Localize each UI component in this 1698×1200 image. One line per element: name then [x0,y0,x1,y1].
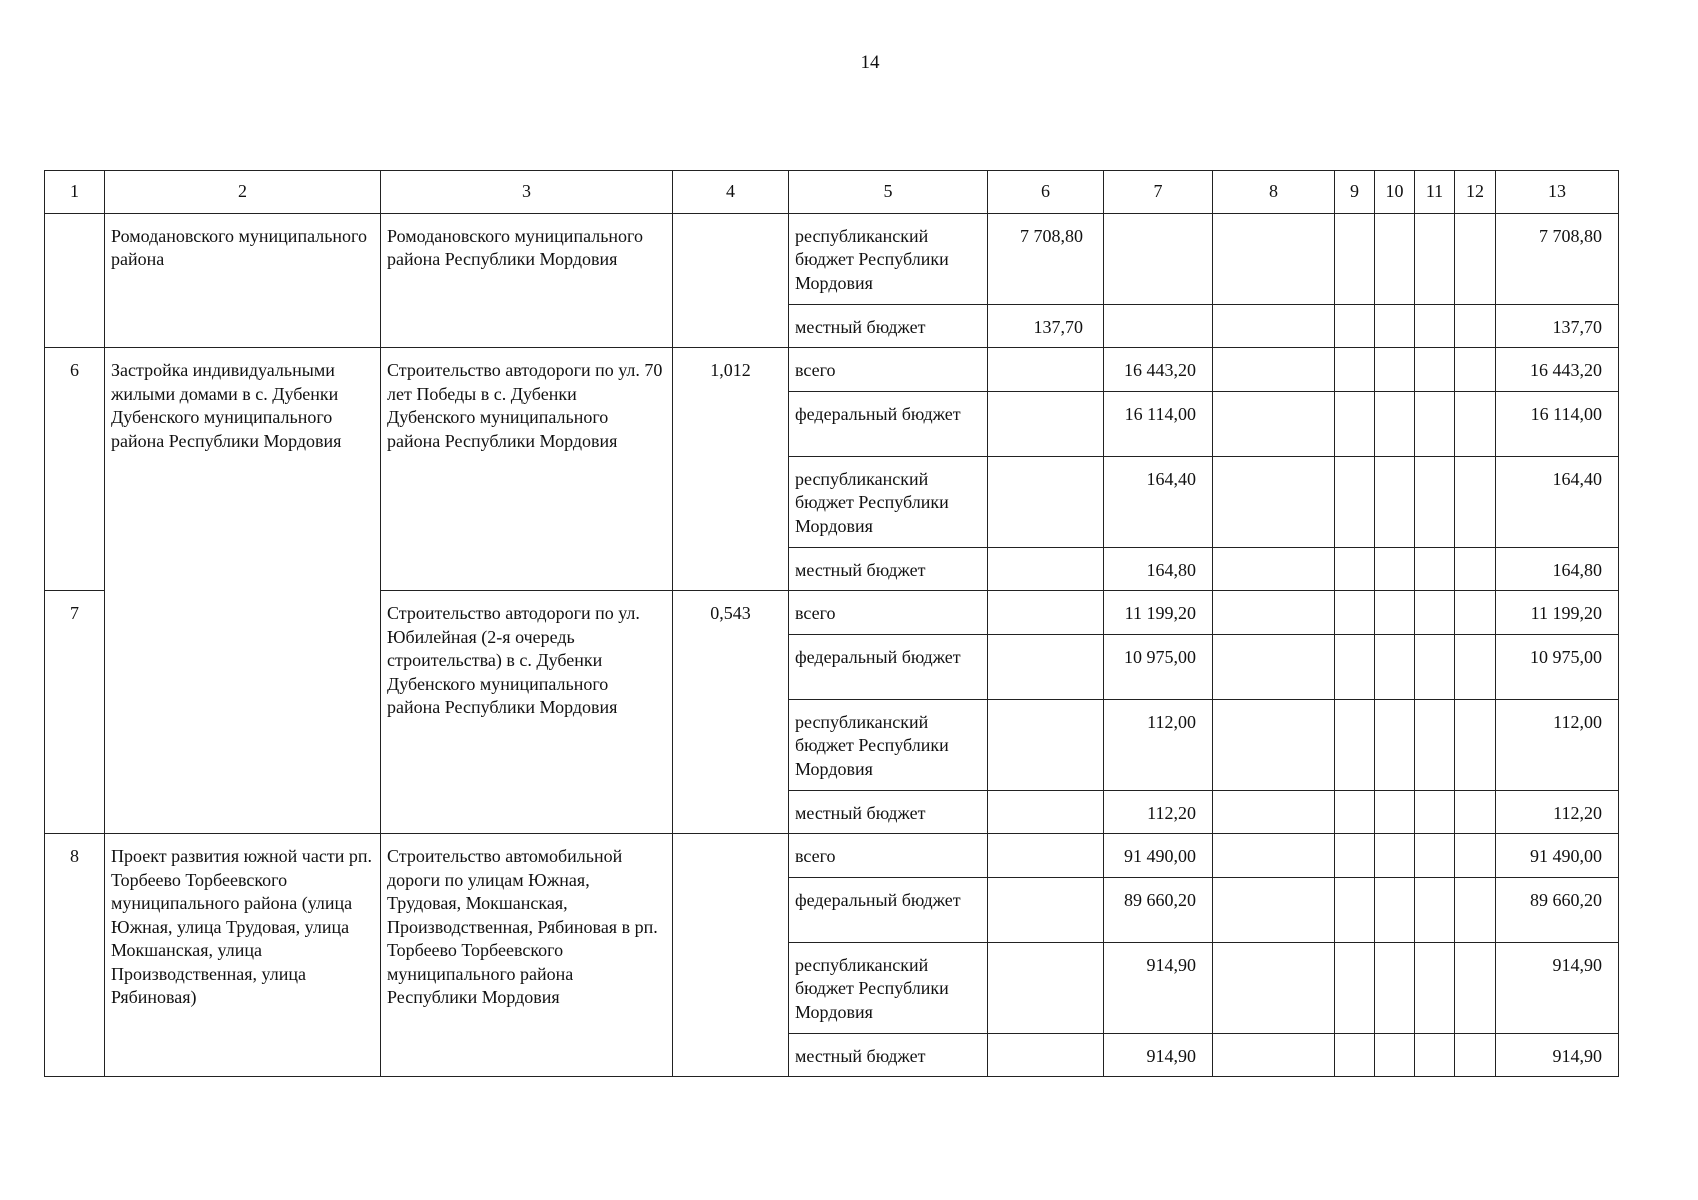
empty-col9-cell [1335,1033,1375,1077]
empty-col9-cell [1335,699,1375,790]
empty-col8-cell [1213,304,1335,348]
empty-col10-cell [1375,304,1415,348]
empty-col9-cell [1335,942,1375,1033]
empty-col12-cell [1455,1033,1496,1077]
amount-col6-cell [988,877,1104,942]
total-col13-cell: 16 114,00 [1496,391,1619,456]
empty-col8-cell [1213,790,1335,834]
amount-col6-cell [988,348,1104,392]
row-number-cell: 6 [45,348,105,591]
empty-col10-cell [1375,790,1415,834]
empty-col11-cell [1415,834,1455,878]
amount-col7-cell: 89 660,20 [1104,877,1213,942]
table-row [45,213,1619,304]
amount-col7-cell: 164,40 [1104,456,1213,547]
empty-col10-cell [1375,834,1415,878]
column-number: 13 [1496,171,1619,214]
empty-col9-cell [1335,634,1375,699]
empty-col11-cell [1415,699,1455,790]
empty-col8-cell [1213,834,1335,878]
amount-col6-cell [988,699,1104,790]
length-cell [673,834,789,1077]
amount-col6-cell [988,942,1104,1033]
empty-col10-cell [1375,348,1415,392]
column-number: 11 [1415,171,1455,214]
amount-col7-cell [1104,304,1213,348]
empty-col12-cell [1455,348,1496,392]
empty-col11-cell [1415,790,1455,834]
empty-col12-cell [1455,547,1496,591]
funding-source-cell: местный бюджет [789,304,988,348]
amount-col7-cell: 16 114,00 [1104,391,1213,456]
amount-col7-cell: 164,80 [1104,547,1213,591]
object-cell: Строительство автодороги по ул. Юбилейная (2-я очередь строительства) в с. Дубенки Дубенского муниципального района Республики Мордовия [381,591,673,834]
empty-col12-cell [1455,213,1496,304]
empty-col12-cell [1455,456,1496,547]
empty-col12-cell [1455,391,1496,456]
amount-col7-cell: 10 975,00 [1104,634,1213,699]
empty-col12-cell [1455,634,1496,699]
empty-col9-cell [1335,591,1375,635]
table-row [45,834,1619,878]
total-col13-cell: 914,90 [1496,1033,1619,1077]
empty-col10-cell [1375,591,1415,635]
empty-col9-cell [1335,391,1375,456]
column-number: 6 [988,171,1104,214]
amount-col6-cell [988,1033,1104,1077]
empty-col8-cell [1213,547,1335,591]
column-number: 7 [1104,171,1213,214]
funding-source-cell: местный бюджет [789,547,988,591]
table-row [45,348,1619,392]
empty-col11-cell [1415,634,1455,699]
empty-col11-cell [1415,547,1455,591]
object-cell: Строительство автодороги по ул. 70 лет Победы в с. Дубенки Дубенского муниципального района Республики Мордовия [381,348,673,591]
total-col13-cell: 7 708,80 [1496,213,1619,304]
total-col13-cell: 10 975,00 [1496,634,1619,699]
amount-col6-cell [988,456,1104,547]
empty-col9-cell [1335,304,1375,348]
project-name-cell: Проект развития южной части рп. Торбеево Торбеевского муниципального района (улица Южная, улица Трудовая, улица Мокшанская, улица Производственная, улица Рябиновая) [105,834,381,1077]
empty-col8-cell [1213,877,1335,942]
funding-source-cell: республиканский бюджет Республики Мордовия [789,213,988,304]
empty-col8-cell [1213,699,1335,790]
column-number: 1 [45,171,105,214]
column-numbers-row [45,171,1619,214]
row-number-cell: 7 [45,591,105,834]
funding-source-cell: республиканский бюджет Республики Мордовия [789,942,988,1033]
column-number: 8 [1213,171,1335,214]
column-number: 10 [1375,171,1415,214]
amount-col7-cell: 112,00 [1104,699,1213,790]
empty-col8-cell [1213,591,1335,635]
amount-col6-cell: 7 708,80 [988,213,1104,304]
empty-col11-cell [1415,877,1455,942]
empty-col10-cell [1375,942,1415,1033]
page-number: 14 [860,52,880,73]
empty-col8-cell [1213,348,1335,392]
empty-col10-cell [1375,1033,1415,1077]
total-col13-cell: 914,90 [1496,942,1619,1033]
empty-col11-cell [1415,304,1455,348]
object-cell: Строительство автомобильной дороги по улицам Южная, Трудовая, Мокшанская, Производственная, Рябиновая в рп. Торбеево Торбеевского муниципального района Республики Мордовия [381,834,673,1077]
amount-col7-cell: 914,90 [1104,1033,1213,1077]
column-number: 5 [789,171,988,214]
amount-col6-cell [988,391,1104,456]
amount-col6-cell [988,834,1104,878]
empty-col8-cell [1213,391,1335,456]
empty-col10-cell [1375,391,1415,456]
empty-col11-cell [1415,213,1455,304]
funding-source-cell: местный бюджет [789,790,988,834]
total-col13-cell: 91 490,00 [1496,834,1619,878]
amount-col7-cell [1104,213,1213,304]
empty-col9-cell [1335,790,1375,834]
empty-col8-cell [1213,1033,1335,1077]
empty-col8-cell [1213,942,1335,1033]
project-name-cell: Застройка индивидуальными жилыми домами в с. Дубенки Дубенского муниципального района Республики Мордовия [105,348,381,834]
empty-col9-cell [1335,877,1375,942]
amount-col7-cell: 112,20 [1104,790,1213,834]
empty-col8-cell [1213,213,1335,304]
empty-col11-cell [1415,391,1455,456]
empty-col12-cell [1455,834,1496,878]
empty-col10-cell [1375,213,1415,304]
column-number: 9 [1335,171,1375,214]
row-number-cell: 8 [45,834,105,1077]
length-cell: 0,543 [673,591,789,834]
amount-col6-cell [988,547,1104,591]
empty-col9-cell [1335,213,1375,304]
amount-col7-cell: 11 199,20 [1104,591,1213,635]
empty-col11-cell [1415,348,1455,392]
funding-source-cell: федеральный бюджет [789,391,988,456]
empty-col10-cell [1375,456,1415,547]
empty-col10-cell [1375,877,1415,942]
empty-col10-cell [1375,699,1415,790]
funding-source-cell: республиканский бюджет Республики Мордовия [789,456,988,547]
total-col13-cell: 16 443,20 [1496,348,1619,392]
empty-col11-cell [1415,591,1455,635]
total-col13-cell: 112,20 [1496,790,1619,834]
length-cell [673,213,789,348]
amount-col6-cell [988,634,1104,699]
length-cell: 1,012 [673,348,789,591]
amount-col6-cell [988,790,1104,834]
funding-source-cell: всего [789,348,988,392]
column-number: 3 [381,171,673,214]
empty-col12-cell [1455,942,1496,1033]
empty-col12-cell [1455,591,1496,635]
funding-source-cell: федеральный бюджет [789,634,988,699]
empty-col8-cell [1213,456,1335,547]
empty-col9-cell [1335,348,1375,392]
funding-source-cell: местный бюджет [789,1033,988,1077]
empty-col12-cell [1455,790,1496,834]
budget-table [44,170,1619,1077]
empty-col10-cell [1375,634,1415,699]
column-number: 2 [105,171,381,214]
empty-col11-cell [1415,1033,1455,1077]
funding-source-cell: всего [789,834,988,878]
column-number: 12 [1455,171,1496,214]
total-col13-cell: 164,80 [1496,547,1619,591]
empty-col9-cell [1335,456,1375,547]
total-col13-cell: 164,40 [1496,456,1619,547]
column-number: 4 [673,171,789,214]
total-col13-cell: 137,70 [1496,304,1619,348]
row-number-cell [45,213,105,348]
amount-col7-cell: 91 490,00 [1104,834,1213,878]
empty-col8-cell [1213,634,1335,699]
funding-source-cell: всего [789,591,988,635]
empty-col9-cell [1335,834,1375,878]
total-col13-cell: 112,00 [1496,699,1619,790]
amount-col6-cell: 137,70 [988,304,1104,348]
empty-col12-cell [1455,699,1496,790]
total-col13-cell: 89 660,20 [1496,877,1619,942]
funding-source-cell: республиканский бюджет Республики Мордовия [789,699,988,790]
amount-col6-cell [988,591,1104,635]
empty-col10-cell [1375,547,1415,591]
empty-col9-cell [1335,547,1375,591]
empty-col12-cell [1455,304,1496,348]
amount-col7-cell: 914,90 [1104,942,1213,1033]
empty-col12-cell [1455,877,1496,942]
object-cell: Ромодановского муниципального района Республики Мордовия [381,213,673,348]
amount-col7-cell: 16 443,20 [1104,348,1213,392]
funding-source-cell: федеральный бюджет [789,877,988,942]
empty-col11-cell [1415,942,1455,1033]
project-name-cell: Ромодановского муниципального района [105,213,381,348]
empty-col11-cell [1415,456,1455,547]
total-col13-cell: 11 199,20 [1496,591,1619,635]
